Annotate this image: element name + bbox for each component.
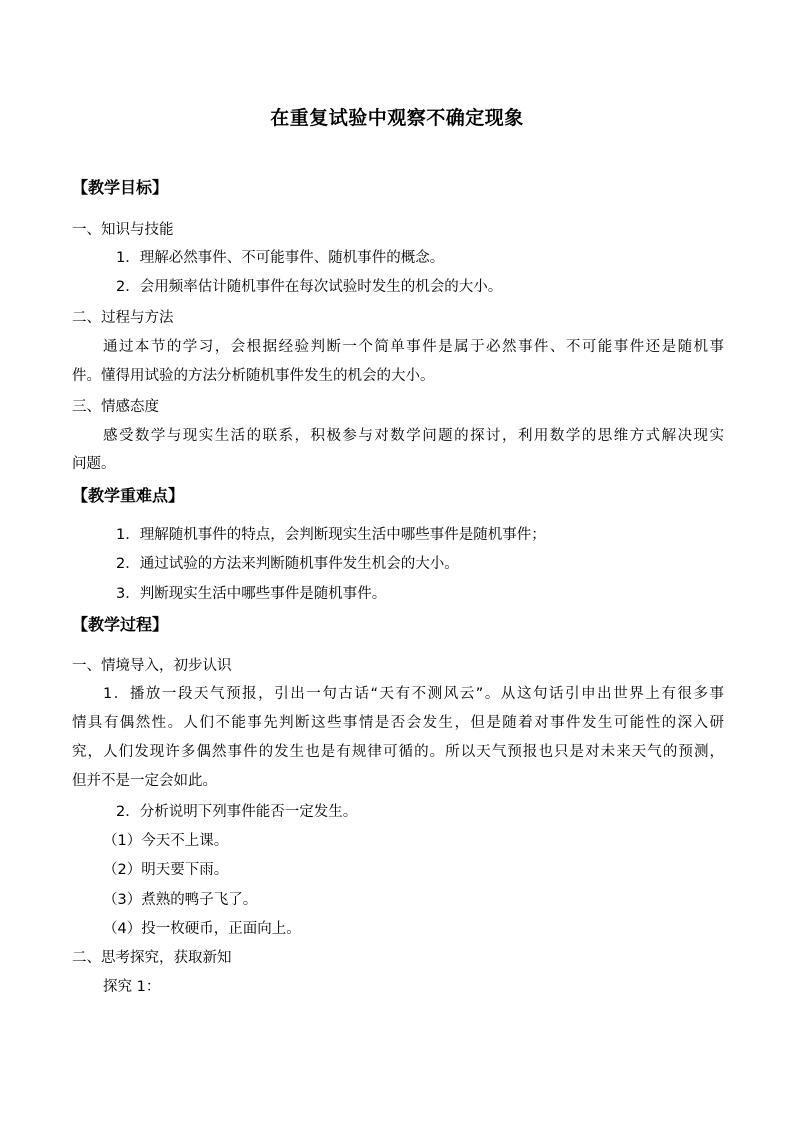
key-point-item: 2．通过试验的方法来判断随机事件发生机会的大小。 (116, 556, 459, 572)
event-item: （4）投一枚硬币，正面向上。 (103, 921, 301, 937)
subheading-explore: 二、思考探究，获取新知 (72, 950, 232, 966)
paragraph-line: 1．播放一段天气预报，引出一句古话“天有不测风云”。从这句话引申出世界上有很多事 (103, 686, 724, 702)
subheading-attitude: 三、情感态度 (72, 399, 159, 415)
paragraph-line: 2．分析说明下列事件能否一定发生。 (116, 804, 358, 820)
paragraph-line: 情具有偶然性。人们不能事先判断这些事情是否会发生，但是随着对事件发生可能性的深入研 (72, 715, 724, 731)
section-heading-procedure: 【教学过程】 (72, 615, 169, 634)
section-heading-objectives: 【教学目标】 (72, 178, 169, 197)
paragraph-line: 感受数学与现实生活的联系，积极参与对数学问题的探讨，利用数学的思维方式解决现实 (103, 428, 724, 444)
subheading-knowledge: 一、知识与技能 (72, 222, 174, 238)
event-item: （2）明天要下雨。 (103, 862, 229, 878)
paragraph-line: 问题。 (72, 456, 116, 472)
paragraph-line: 但并不是一定会如此。 (72, 773, 217, 789)
event-item: （1）今天不上课。 (103, 833, 229, 849)
paragraph-line: 通过本节的学习，会根据经验判断一个简单事件是属于必然事件、不可能事件还是随机事 (103, 339, 724, 355)
paragraph-line: 究，人们发现许多偶然事件的发生也是有规律可循的。所以天气预报也只是对未来天气的预测， (72, 744, 724, 760)
paragraph-line: 探究 1： (103, 979, 161, 995)
event-item: （3）煮熟的鸭子飞了。 (103, 892, 258, 908)
key-point-item: 1．理解随机事件的特点，会判断现实生活中哪些事件是随机事件； (116, 527, 546, 543)
objective-item: 1．理解必然事件、不可能事件、随机事件的概念。 (116, 250, 445, 266)
key-point-item: 3．判断现实生活中哪些事件是随机事件。 (116, 586, 387, 602)
objective-item: 2．会用频率估计随机事件在每次试验时发生的机会的大小。 (116, 279, 503, 295)
section-heading-key-points: 【教学重难点】 (72, 486, 185, 505)
subheading-intro: 一、情境导入，初步认识 (72, 658, 232, 674)
document-title: 在重复试验中观察不确定现象 (270, 107, 524, 129)
subheading-process: 二、过程与方法 (72, 310, 174, 326)
paragraph-line: 件。懂得用试验的方法分析随机事件发生的机会的大小。 (72, 368, 435, 384)
